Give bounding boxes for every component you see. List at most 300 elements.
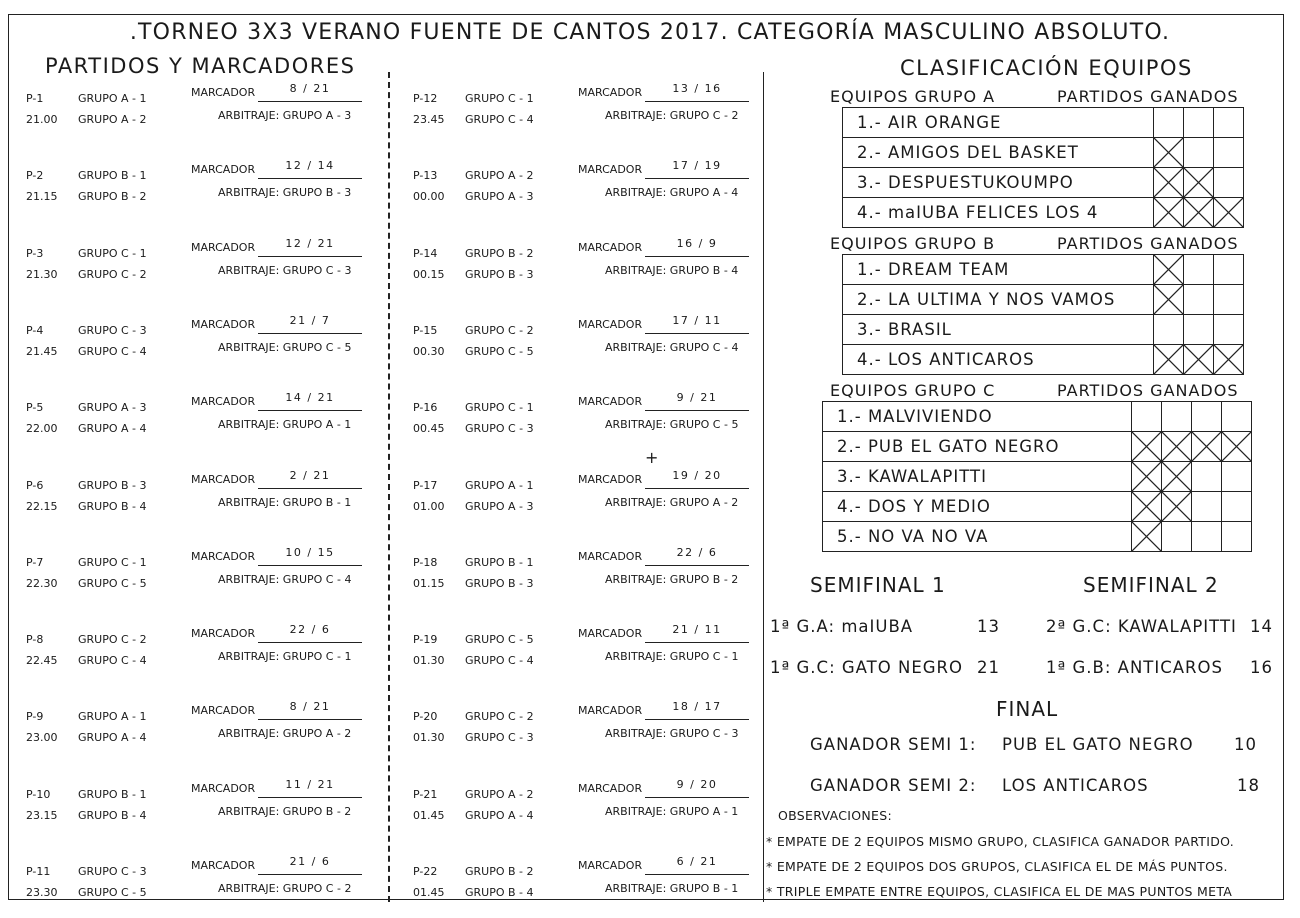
semi2-score1: 14 (1250, 617, 1273, 636)
match-id: P-13 (413, 169, 438, 182)
match-team2: GRUPO B - 2 (78, 190, 147, 203)
win-box (1162, 522, 1192, 552)
match-id: P-2 (26, 169, 44, 182)
match-arbitraje: ARBITRAJE: GRUPO A - 1 (218, 418, 352, 431)
match-score: 21 / 11 (672, 623, 722, 636)
team-name: 4.- LOS ANTICAROS (843, 345, 1154, 375)
match-id: P-16 (413, 401, 438, 414)
match-id: P-14 (413, 247, 438, 260)
win-box (1154, 168, 1184, 198)
partidos-heading: PARTIDOS Y MARCADORES (45, 54, 356, 78)
win-cross-icon (1132, 462, 1161, 491)
match-team1: GRUPO C - 2 (78, 633, 147, 646)
section-divider (763, 72, 764, 902)
match-arbitraje: ARBITRAJE: GRUPO A - 3 (218, 109, 352, 122)
match-score: 9 / 21 (676, 391, 718, 404)
match-team1: GRUPO B - 2 (465, 865, 534, 878)
score-underline (645, 256, 749, 257)
team-row (843, 198, 1244, 228)
match-time: 21.30 (26, 268, 58, 281)
observacion-item: * TRIPLE EMPATE ENTRE EQUIPOS, CLASIFICA EL DE MAS PUNTOS META (766, 884, 1233, 899)
observacion-item: * EMPATE DE 2 EQUIPOS DOS GRUPOS, CLASIFICA EL DE MÁS PUNTOS. (766, 859, 1228, 874)
match-id: P-12 (413, 92, 438, 105)
match-team1: GRUPO C - 1 (78, 247, 147, 260)
win-cross-icon (1154, 138, 1183, 167)
match-arbitraje: ARBITRAJE: GRUPO B - 3 (218, 186, 352, 199)
score-underline (258, 488, 362, 489)
win-cross-icon (1222, 432, 1251, 461)
win-cross-icon (1184, 345, 1213, 374)
marcador-label: MARCADOR (191, 704, 256, 717)
match-score: 11 / 21 (285, 778, 335, 791)
match-arbitraje: ARBITRAJE: GRUPO A - 2 (218, 727, 352, 740)
semi1-score1: 13 (977, 617, 1000, 636)
team-name: 1.- DREAM TEAM (843, 255, 1154, 285)
clasificacion-heading: CLASIFICACIÓN EQUIPOS (900, 56, 1193, 80)
score-underline (258, 256, 362, 257)
match-id: P-1 (26, 92, 44, 105)
match-team1: GRUPO A - 2 (465, 169, 534, 182)
group-b-header: EQUIPOS GRUPO B (830, 234, 996, 253)
match-team2: GRUPO C - 4 (78, 654, 147, 667)
team-name: 2.- LA ULTIMA Y NOS VAMOS (843, 285, 1154, 315)
score-underline (645, 333, 749, 334)
win-box (1184, 198, 1214, 228)
semi2-score2: 16 (1250, 658, 1273, 677)
final-row2-score: 18 (1237, 776, 1260, 795)
score-underline (258, 642, 362, 643)
marcador-label: MARCADOR (578, 395, 643, 408)
group-c-won-label: PARTIDOS GANADOS (1057, 381, 1239, 400)
win-box (1154, 198, 1184, 228)
score-underline (645, 565, 749, 566)
match-id: P-9 (26, 710, 44, 723)
match-arbitraje: ARBITRAJE: GRUPO B - 4 (605, 264, 739, 277)
match-team2: GRUPO C - 3 (465, 422, 534, 435)
win-cross-icon (1154, 345, 1183, 374)
marcador-label: MARCADOR (578, 241, 643, 254)
match-team2: GRUPO A - 4 (465, 809, 534, 822)
group-c-header: EQUIPOS GRUPO C (830, 381, 996, 400)
win-box (1184, 345, 1214, 375)
win-box (1192, 432, 1222, 462)
win-box (1154, 315, 1184, 345)
match-score: 18 / 17 (672, 700, 722, 713)
win-box (1162, 402, 1192, 432)
win-box (1214, 198, 1244, 228)
semi2-team1: 2ª G.C: KAWALAPITTI (1046, 617, 1237, 636)
match-score: 10 / 15 (285, 546, 335, 559)
match-score: 12 / 14 (285, 159, 335, 172)
marcador-label: MARCADOR (191, 241, 256, 254)
match-arbitraje: ARBITRAJE: GRUPO B - 2 (605, 573, 739, 586)
match-team2: GRUPO B - 3 (465, 268, 534, 281)
match-arbitraje: ARBITRAJE: GRUPO C - 2 (218, 882, 352, 895)
match-arbitraje: ARBITRAJE: GRUPO C - 1 (218, 650, 352, 663)
match-time: 01.45 (413, 809, 445, 822)
match-team1: GRUPO A - 3 (78, 401, 147, 414)
match-time: 01.30 (413, 654, 445, 667)
match-team2: GRUPO C - 5 (465, 345, 534, 358)
match-id: P-17 (413, 479, 438, 492)
score-underline (258, 410, 362, 411)
final-row1-score: 10 (1234, 735, 1257, 754)
match-time: 00.45 (413, 422, 445, 435)
win-box (1184, 285, 1214, 315)
win-box (1214, 315, 1244, 345)
marcador-label: MARCADOR (578, 318, 643, 331)
match-team2: GRUPO C - 4 (465, 113, 534, 126)
win-box (1132, 522, 1162, 552)
win-box (1162, 492, 1192, 522)
match-time: 01.45 (413, 886, 445, 899)
semi1-score2: 21 (977, 658, 1000, 677)
match-id: P-4 (26, 324, 44, 337)
win-box (1154, 345, 1184, 375)
match-score: 22 / 6 (289, 623, 331, 636)
match-score: 8 / 21 (289, 700, 331, 713)
match-time: 21.15 (26, 190, 58, 203)
match-team2: GRUPO C - 2 (78, 268, 147, 281)
match-arbitraje: ARBITRAJE: GRUPO C - 3 (605, 727, 739, 740)
group-b-table (842, 254, 1244, 375)
team-name: 4.- DOS Y MEDIO (823, 492, 1132, 522)
win-box (1214, 345, 1244, 375)
win-cross-icon (1162, 432, 1191, 461)
win-box (1154, 255, 1184, 285)
win-box (1222, 492, 1252, 522)
win-cross-icon (1162, 462, 1191, 491)
win-box (1214, 108, 1244, 138)
match-arbitraje: ARBITRAJE: GRUPO B - 1 (605, 882, 739, 895)
crosshair-mark: + (645, 448, 659, 467)
team-row (843, 255, 1244, 285)
match-time: 23.15 (26, 809, 58, 822)
win-cross-icon (1154, 285, 1183, 314)
match-time: 23.00 (26, 731, 58, 744)
win-box (1222, 522, 1252, 552)
team-row (843, 168, 1244, 198)
match-id: P-6 (26, 479, 44, 492)
marcador-label: MARCADOR (191, 86, 256, 99)
final-row2-label: GANADOR SEMI 2: (810, 776, 977, 795)
page-title: .TORNEO 3X3 VERANO FUENTE DE CANTOS 2017. CATEGORÍA MASCULINO ABSOLUTO. (129, 20, 1171, 45)
match-team1: GRUPO A - 2 (465, 788, 534, 801)
win-box (1222, 462, 1252, 492)
marcador-label: MARCADOR (578, 163, 643, 176)
group-a-header: EQUIPOS GRUPO A (830, 87, 996, 106)
win-cross-icon (1184, 198, 1213, 227)
observacion-item: * EMPATE DE 2 EQUIPOS MISMO GRUPO, CLASIFICA GANADOR PARTIDO. (766, 834, 1235, 849)
win-box (1132, 402, 1162, 432)
score-underline (645, 642, 749, 643)
match-id: P-19 (413, 633, 438, 646)
match-team2: GRUPO A - 4 (78, 731, 147, 744)
team-row (843, 108, 1244, 138)
match-time: 22.30 (26, 577, 58, 590)
win-box (1222, 402, 1252, 432)
match-id: P-5 (26, 401, 44, 414)
final-row1-team: PUB EL GATO NEGRO (1002, 735, 1194, 754)
win-cross-icon (1154, 255, 1183, 284)
win-cross-icon (1214, 345, 1243, 374)
score-underline (258, 797, 362, 798)
match-team2: GRUPO B - 3 (465, 577, 534, 590)
match-score: 12 / 21 (285, 237, 335, 250)
score-underline (645, 797, 749, 798)
marcador-label: MARCADOR (191, 859, 256, 872)
marcador-label: MARCADOR (191, 473, 256, 486)
score-underline (258, 333, 362, 334)
match-arbitraje: ARBITRAJE: GRUPO C - 4 (605, 341, 739, 354)
match-id: P-18 (413, 556, 438, 569)
score-underline (258, 565, 362, 566)
match-team2: GRUPO C - 4 (78, 345, 147, 358)
marcador-label: MARCADOR (191, 163, 256, 176)
match-time: 21.45 (26, 345, 58, 358)
match-time: 22.45 (26, 654, 58, 667)
team-name: 4.- maIUBA FELICES LOS 4 (843, 198, 1154, 228)
match-team2: GRUPO C - 3 (465, 731, 534, 744)
match-time: 23.30 (26, 886, 58, 899)
win-box (1214, 285, 1244, 315)
marcador-label: MARCADOR (191, 782, 256, 795)
match-team1: GRUPO C - 1 (465, 401, 534, 414)
win-box (1162, 432, 1192, 462)
match-id: P-20 (413, 710, 438, 723)
match-time: 01.00 (413, 500, 445, 513)
match-team1: GRUPO A - 1 (465, 479, 534, 492)
final-row1-label: GANADOR SEMI 1: (810, 735, 977, 754)
match-team1: GRUPO B - 1 (78, 788, 147, 801)
match-score: 16 / 9 (676, 237, 718, 250)
match-id: P-3 (26, 247, 44, 260)
team-row (823, 402, 1252, 432)
win-cross-icon (1154, 168, 1183, 197)
semifinal-1-label: SEMIFINAL 1 (810, 573, 946, 597)
win-cross-icon (1184, 168, 1213, 197)
score-underline (645, 488, 749, 489)
win-box (1132, 462, 1162, 492)
team-row (823, 432, 1252, 462)
semi1-team1: 1ª G.A: maIUBA (770, 617, 914, 636)
match-score: 19 / 20 (672, 469, 722, 482)
match-arbitraje: ARBITRAJE: GRUPO C - 5 (218, 341, 352, 354)
team-name: 1.- AIR ORANGE (843, 108, 1154, 138)
match-id: P-10 (26, 788, 51, 801)
match-time: 21.00 (26, 113, 58, 126)
match-team2: GRUPO C - 5 (78, 577, 147, 590)
match-id: P-8 (26, 633, 44, 646)
win-box (1154, 108, 1184, 138)
marcador-label: MARCADOR (191, 318, 256, 331)
score-underline (645, 719, 749, 720)
match-time: 00.30 (413, 345, 445, 358)
win-box (1184, 168, 1214, 198)
match-arbitraje: ARBITRAJE: GRUPO B - 2 (218, 805, 352, 818)
semi1-team2: 1ª G.C: GATO NEGRO (770, 658, 963, 677)
win-box (1192, 402, 1222, 432)
match-team1: GRUPO C - 5 (465, 633, 534, 646)
win-box (1192, 522, 1222, 552)
score-underline (645, 178, 749, 179)
semi2-team2: 1ª G.B: ANTICAROS (1046, 658, 1223, 677)
column-divider (388, 72, 390, 902)
match-team1: GRUPO C - 3 (78, 865, 147, 878)
match-time: 22.00 (26, 422, 58, 435)
group-a-table (842, 107, 1244, 228)
win-cross-icon (1132, 522, 1161, 551)
match-team2: GRUPO B - 4 (465, 886, 534, 899)
marcador-label: MARCADOR (578, 550, 643, 563)
match-score: 22 / 6 (676, 546, 718, 559)
match-team2: GRUPO A - 3 (465, 500, 534, 513)
match-team2: GRUPO B - 4 (78, 809, 147, 822)
win-box (1214, 168, 1244, 198)
match-score: 8 / 21 (289, 82, 331, 95)
score-underline (258, 178, 362, 179)
team-row (823, 492, 1252, 522)
score-underline (258, 874, 362, 875)
marcador-label: MARCADOR (578, 627, 643, 640)
match-team1: GRUPO B - 1 (465, 556, 534, 569)
match-team1: GRUPO A - 1 (78, 710, 147, 723)
match-team1: GRUPO C - 1 (78, 556, 147, 569)
win-box (1184, 138, 1214, 168)
final-row2-team: LOS ANTICAROS (1002, 776, 1149, 795)
win-box (1154, 138, 1184, 168)
group-b-won-label: PARTIDOS GANADOS (1057, 234, 1239, 253)
match-time: 00.00 (413, 190, 445, 203)
match-score: 21 / 6 (289, 855, 331, 868)
match-team1: GRUPO B - 2 (465, 247, 534, 260)
match-arbitraje: ARBITRAJE: GRUPO C - 3 (218, 264, 352, 277)
match-arbitraje: ARBITRAJE: GRUPO A - 1 (605, 805, 739, 818)
win-box (1132, 432, 1162, 462)
match-time: 22.15 (26, 500, 58, 513)
match-team2: GRUPO A - 2 (78, 113, 147, 126)
win-box (1132, 492, 1162, 522)
match-team1: GRUPO A - 1 (78, 92, 147, 105)
match-arbitraje: ARBITRAJE: GRUPO A - 2 (605, 496, 739, 509)
team-name: 3.- KAWALAPITTI (823, 462, 1132, 492)
team-name: 5.- NO VA NO VA (823, 522, 1132, 552)
win-cross-icon (1132, 492, 1161, 521)
team-row (843, 345, 1244, 375)
match-time: 23.45 (413, 113, 445, 126)
team-name: 1.- MALVIVIENDO (823, 402, 1132, 432)
match-score: 17 / 11 (672, 314, 722, 327)
match-team2: GRUPO A - 3 (465, 190, 534, 203)
match-id: P-21 (413, 788, 438, 801)
match-team1: GRUPO C - 2 (465, 710, 534, 723)
marcador-label: MARCADOR (578, 782, 643, 795)
marcador-label: MARCADOR (191, 395, 256, 408)
marcador-label: MARCADOR (578, 859, 643, 872)
marcador-label: MARCADOR (578, 86, 643, 99)
marcador-label: MARCADOR (191, 550, 256, 563)
match-id: P-11 (26, 865, 51, 878)
win-box (1214, 138, 1244, 168)
win-box (1162, 462, 1192, 492)
match-score: 2 / 21 (289, 469, 331, 482)
match-id: P-7 (26, 556, 44, 569)
team-name: 3.- BRASIL (843, 315, 1154, 345)
match-arbitraje: ARBITRAJE: GRUPO C - 5 (605, 418, 739, 431)
team-row (823, 522, 1252, 552)
match-time: 00.15 (413, 268, 445, 281)
match-team1: GRUPO B - 1 (78, 169, 147, 182)
match-arbitraje: ARBITRAJE: GRUPO C - 1 (605, 650, 739, 663)
marcador-label: MARCADOR (191, 627, 256, 640)
match-arbitraje: ARBITRAJE: GRUPO C - 4 (218, 573, 352, 586)
marcador-label: MARCADOR (578, 704, 643, 717)
win-box (1214, 255, 1244, 285)
team-row (823, 462, 1252, 492)
team-name: 3.- DESPUESTUKOUMPO (843, 168, 1154, 198)
score-underline (645, 101, 749, 102)
match-score: 21 / 7 (289, 314, 331, 327)
match-score: 6 / 21 (676, 855, 718, 868)
match-id: P-22 (413, 865, 438, 878)
match-time: 01.15 (413, 577, 445, 590)
match-team1: GRUPO B - 3 (78, 479, 147, 492)
match-id: P-15 (413, 324, 438, 337)
match-score: 17 / 19 (672, 159, 722, 172)
win-box (1192, 462, 1222, 492)
match-team2: GRUPO A - 4 (78, 422, 147, 435)
team-row (843, 315, 1244, 345)
observaciones-label: OBSERVACIONES: (778, 808, 892, 823)
match-team1: GRUPO C - 1 (465, 92, 534, 105)
win-cross-icon (1154, 198, 1183, 227)
team-name: 2.- AMIGOS DEL BASKET (843, 138, 1154, 168)
team-name: 2.- PUB EL GATO NEGRO (823, 432, 1132, 462)
match-team2: GRUPO C - 5 (78, 886, 147, 899)
score-underline (258, 719, 362, 720)
score-underline (645, 874, 749, 875)
match-arbitraje: ARBITRAJE: GRUPO A - 4 (605, 186, 739, 199)
score-underline (258, 101, 362, 102)
win-box (1184, 255, 1214, 285)
win-cross-icon (1162, 492, 1191, 521)
match-time: 01.30 (413, 731, 445, 744)
match-arbitraje: ARBITRAJE: GRUPO B - 1 (218, 496, 352, 509)
win-box (1154, 285, 1184, 315)
win-box (1222, 432, 1252, 462)
win-box (1184, 315, 1214, 345)
match-team1: GRUPO C - 2 (465, 324, 534, 337)
match-team2: GRUPO C - 4 (465, 654, 534, 667)
match-team1: GRUPO C - 3 (78, 324, 147, 337)
match-team2: GRUPO B - 4 (78, 500, 147, 513)
win-cross-icon (1132, 432, 1161, 461)
win-box (1192, 492, 1222, 522)
match-score: 14 / 21 (285, 391, 335, 404)
win-box (1184, 108, 1214, 138)
score-underline (645, 410, 749, 411)
match-score: 9 / 20 (676, 778, 718, 791)
group-a-won-label: PARTIDOS GANADOS (1057, 87, 1239, 106)
final-label: FINAL (996, 697, 1059, 721)
team-row (843, 138, 1244, 168)
match-score: 13 / 16 (672, 82, 722, 95)
group-c-table (822, 401, 1252, 552)
marcador-label: MARCADOR (578, 473, 643, 486)
win-cross-icon (1192, 432, 1221, 461)
win-cross-icon (1214, 198, 1243, 227)
semifinal-2-label: SEMIFINAL 2 (1083, 573, 1219, 597)
